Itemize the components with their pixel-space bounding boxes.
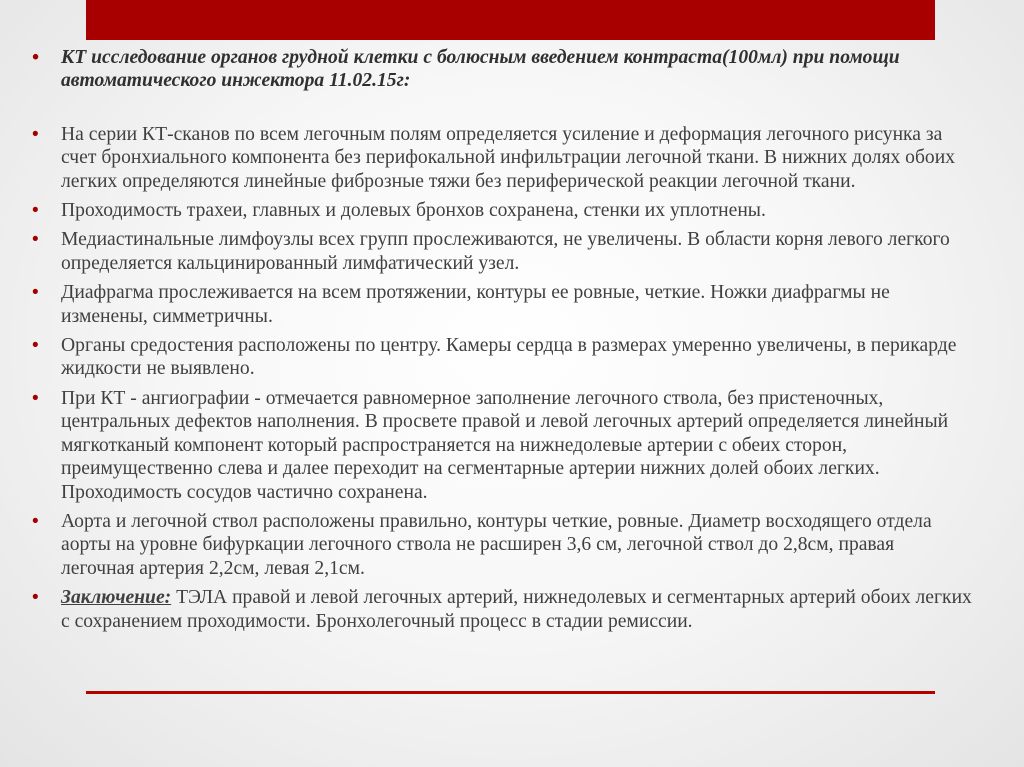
findings-list [32, 46, 972, 633]
slide-content [32, 46, 972, 639]
finding-diaphragm: • Диафрагма прослеживается на всем протяжении, контуры ее ровные, четкие. Ножки диафрагмы не изменены, симметричны. [32, 281, 972, 328]
slide-heading: • КТ исследование органов грудной клетки с болюсным введением контраста(100мл) при помощи автоматического инжектора 11.02.15г: [32, 46, 972, 93]
finding-trachea-bronchi: • Проходимость трахеи, главных и долевых бронхов сохранена, стенки их уплотнены. [32, 199, 972, 222]
conclusion [32, 586, 972, 633]
finding-lymph-nodes: • Медиастинальные лимфоузлы всех групп прослеживаются, не увеличены. В области корня левого легкого определяется кальцинированный лимфатический узел. [32, 228, 972, 275]
conclusion-text: ТЭЛА правой и левой легочных артерий, нижнедолевых и сегментарных артерий обоих легких с сохранением проходимости. Бронхолегочный процесс в стадии ремиссии. [61, 587, 972, 632]
top-accent-bar [86, 0, 935, 40]
finding-mediastinum: • Органы средостения расположены по центру. Камеры сердца в размерах умеренно увеличены, в перикарде жидкости не выявлено. [32, 334, 972, 381]
conclusion-label: Заключение: [61, 587, 172, 609]
finding-angiography: • При КТ - ангиографии - отмечается равномерное заполнение легочного ствола, без пристеночных, центральных дефектов наполнения. В просвете правой и левой легочных артерий определяется линейный мягкотканый компонент который распространяется на нижнедолевые артерии с обеих сторон, преимущественно слева и далее переходит на сегментарные артерии нижних долей обоих легких. Проходимость сосудов частично сохранена. [32, 387, 972, 504]
finding-lung-fields: • На серии КТ-сканов по всем легочным полям определяется усиление и деформация легочного рисунка за счет бронхиального компонента без перифокальной инфильтрации легочной ткани. В нижних долях обоих легких определяются линейные фиброзные тяжи без периферической реакции легочной ткани. [32, 123, 972, 193]
finding-aorta: • Аорта и легочной ствол расположены правильно, контуры четкие, ровные. Диаметр восходящего отдела аорты на уровне бифуркации легочного ствола не расширен 3,6 см, легочной ствол до 2,8см, правая легочная артерия 2,2см, левая 2,1см. [32, 510, 972, 580]
bottom-accent-line [86, 691, 935, 694]
